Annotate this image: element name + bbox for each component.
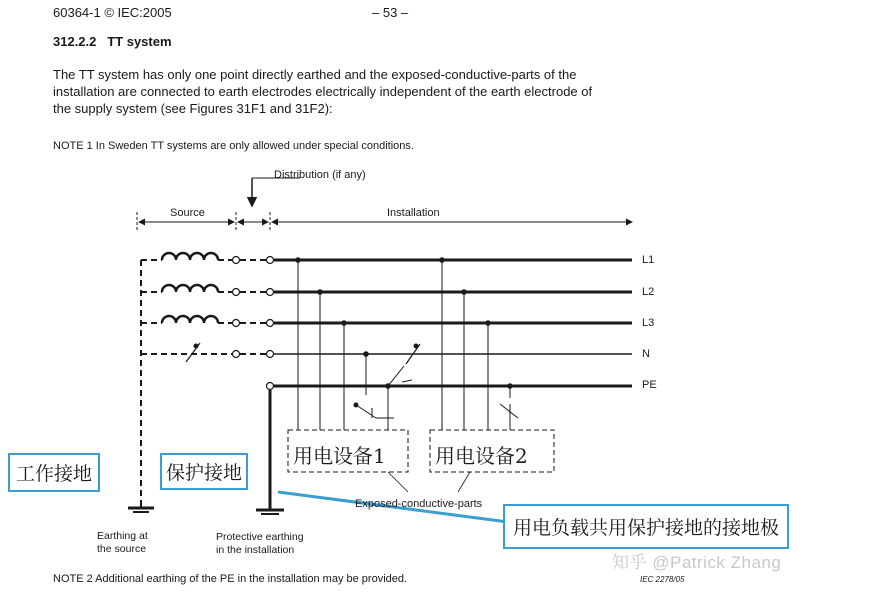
installation-label: Installation [387,207,440,219]
shared-electrode-callout: 用电负载共用保护接地的接地极 [503,504,789,549]
paragraph-line: The TT system has only one point directly earthed and the exposed-conductive-parts of the [53,67,577,82]
working-earth-callout: 工作接地 [8,453,100,492]
section-number: 312.2.2 [53,34,97,49]
installation-earth-electrode [256,390,284,514]
exposed-parts-label: Exposed-conductive-parts [355,498,483,510]
conductor-label-l1: L1 [642,254,655,266]
device2-label: 用电设备2 [435,444,528,468]
protective-earth-callout: 保护接地 [160,453,248,490]
conductor-label-l3: L3 [642,317,655,329]
protective-earthing-label: Protective earthing in the installation [216,531,304,556]
section-title: TT system [107,34,172,49]
earthing-source-label: Earthing at the source [97,530,148,555]
section-dimension-lines [137,212,632,232]
exposed-parts-leaders [388,472,470,492]
conductor-label-n: N [642,348,650,360]
distribution-pointer [252,178,300,206]
standard-id: 60364-1 © IEC:2005 [53,5,172,20]
source-windings [162,253,218,323]
distribution-label: Distribution (if any) [274,169,366,181]
device2-taps [442,260,518,430]
note-1: NOTE 1 In Sweden TT systems are only allowed under special conditions. [53,140,414,152]
source-earth-electrode [128,500,154,512]
note-2: NOTE 2 Additional earthing of the PE in the installation may be provided. [53,573,408,585]
page-number: – 53 – [372,5,409,20]
iec-figure-ref: IEC 2278/05 [640,575,685,584]
paragraph-line: installation are connected to earth electrodes electrically independent of the earth electrode of [53,84,593,99]
paragraph-line: the supply system (see Figures 31F1 and 31F2): [53,101,333,116]
device1-label: 用电设备1 [293,444,386,468]
watermark: 知乎 @Patrick Zhang [612,553,782,572]
conductor-label-l2: L2 [642,286,655,298]
conductor-label-pe: PE [642,379,657,391]
source-label: Source [170,207,205,219]
conductor-lines [274,260,632,386]
